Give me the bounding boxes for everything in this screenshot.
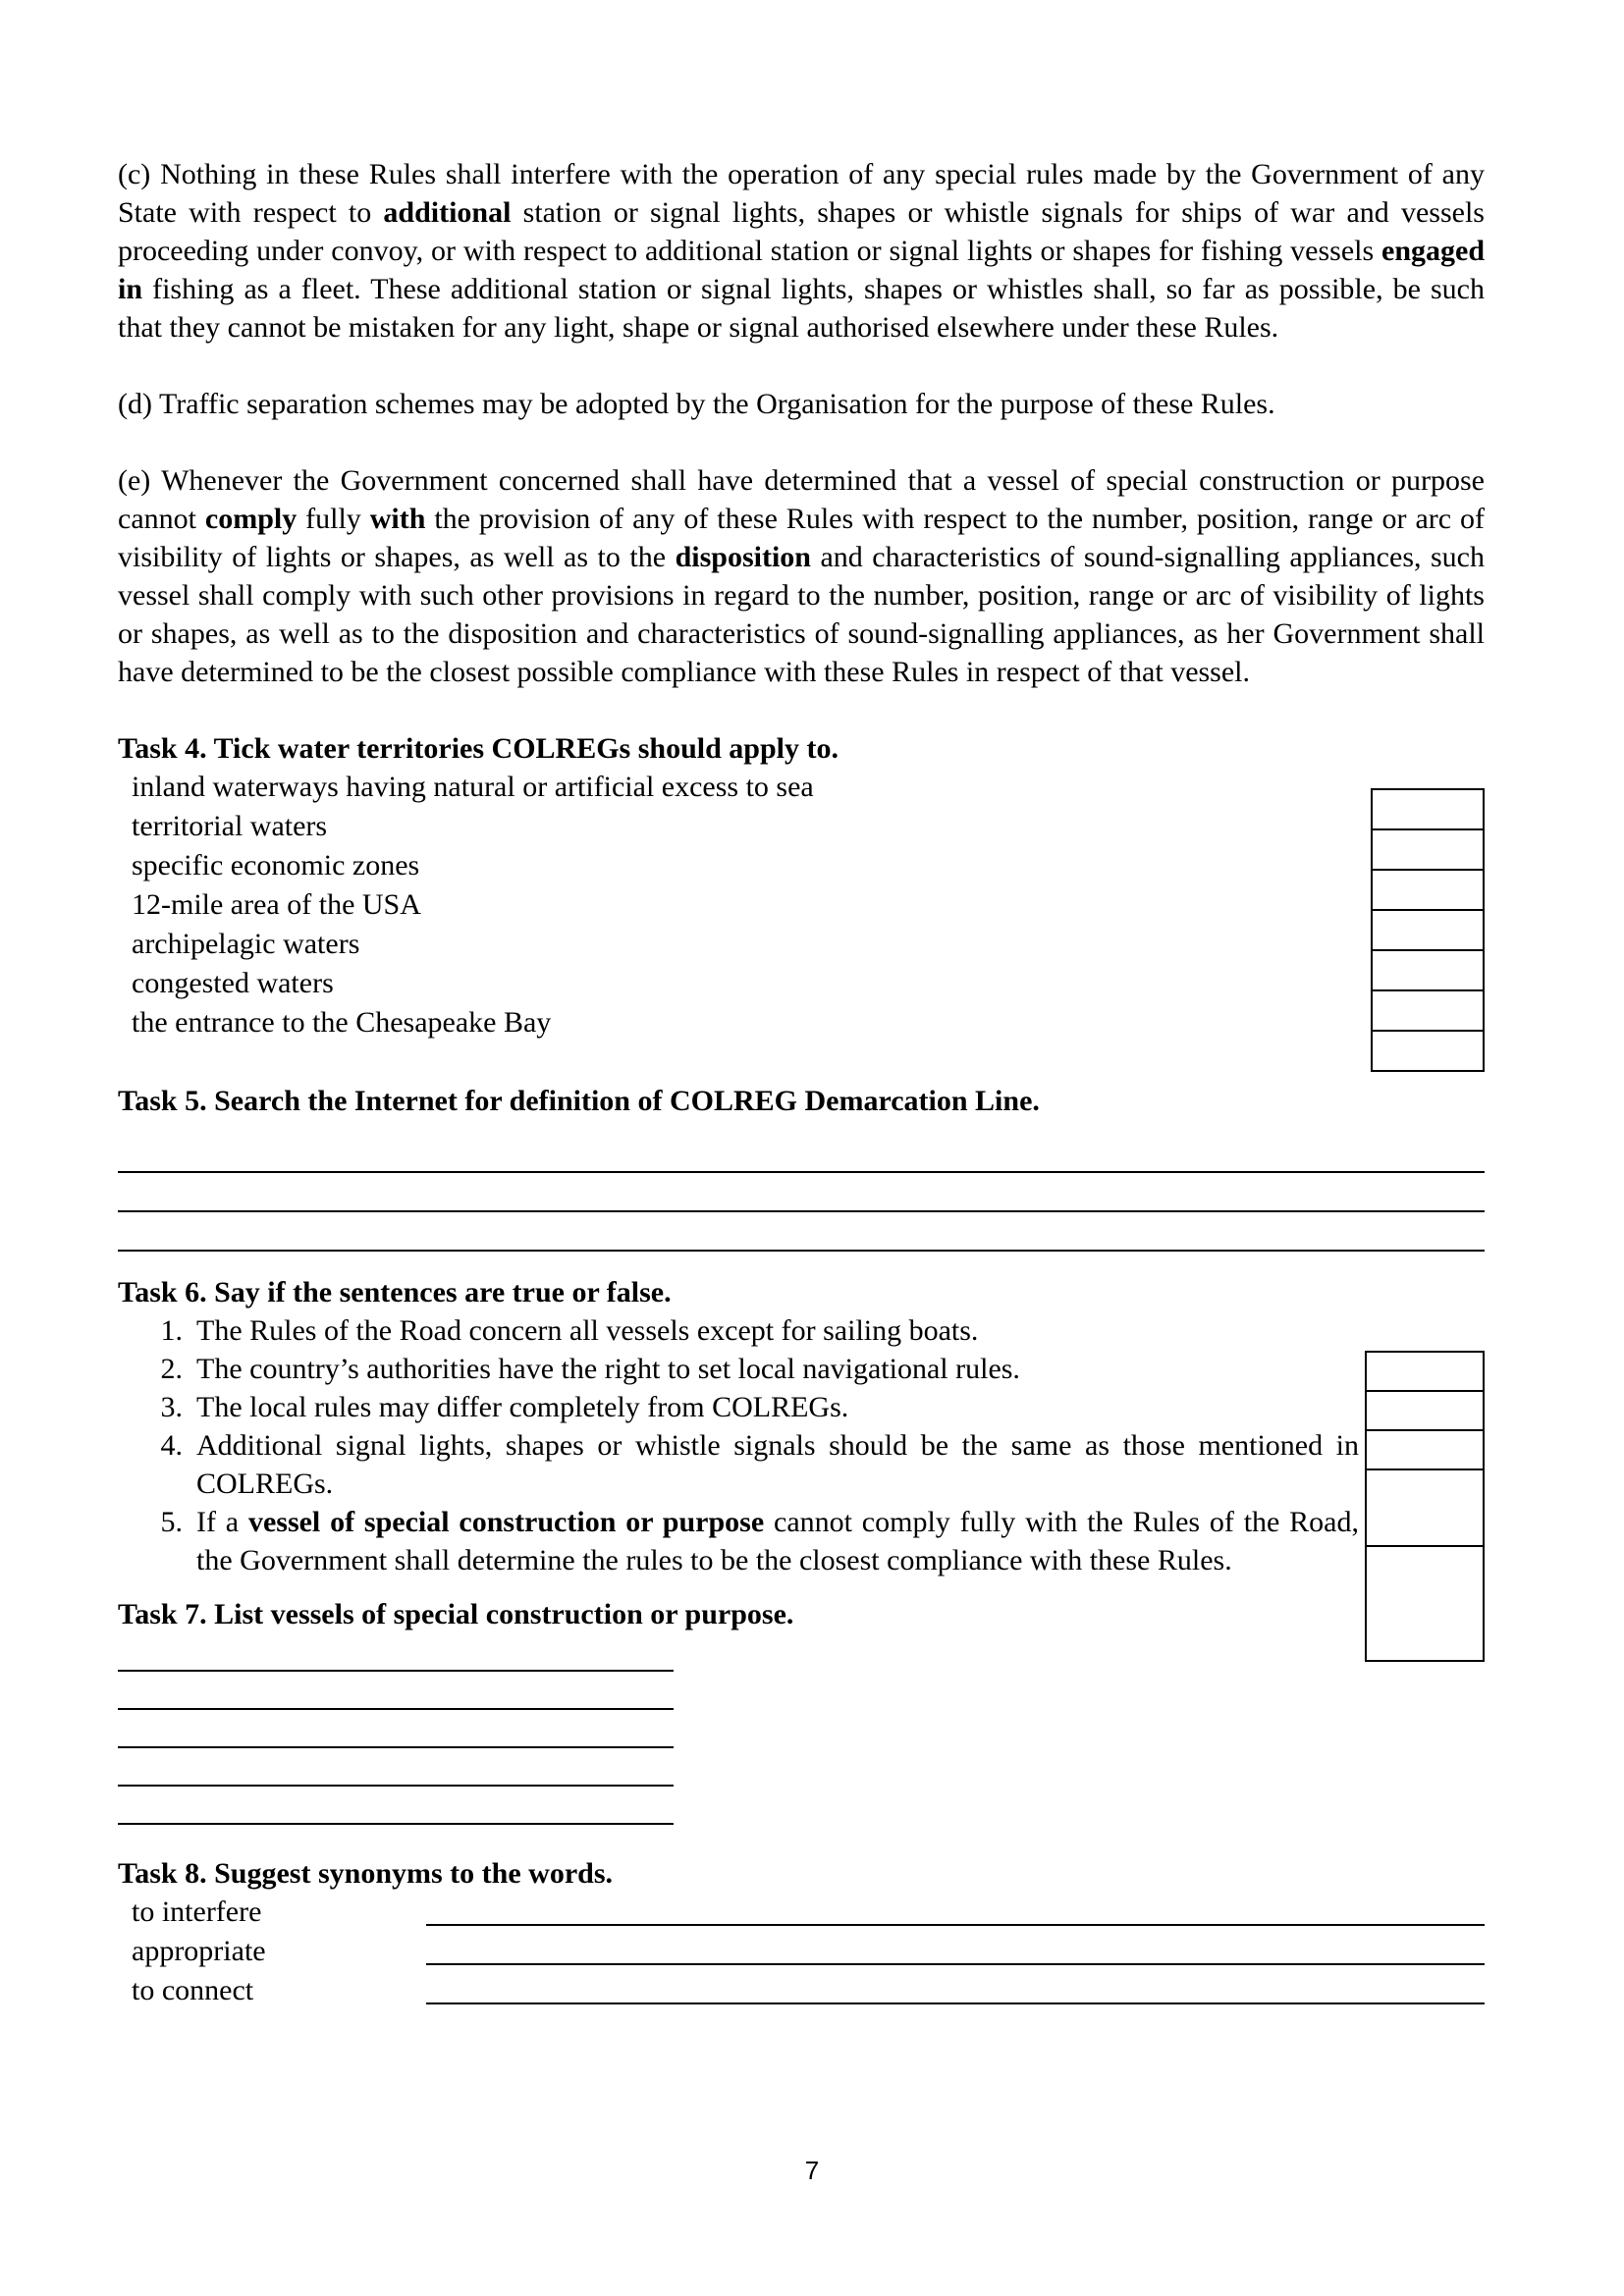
bold-term: vessel of special construction or purpose — [247, 1506, 765, 1538]
answer-line[interactable] — [426, 1893, 1485, 1926]
answer-line[interactable] — [118, 1212, 1485, 1252]
text-run: The country’s authorities have the right to set local navigational rules. — [196, 1353, 1020, 1385]
synonym-word: appropriate — [132, 1935, 266, 1967]
task4-item: congested waters — [132, 967, 334, 999]
tick-box[interactable] — [1373, 790, 1483, 830]
task5-heading: Task 5. Search the Internet for definition of COLREG Demarcation Line. — [118, 1085, 1040, 1117]
task6-true-false — [118, 1311, 1485, 1579]
item-number: 5. — [160, 1506, 183, 1538]
tf-box[interactable] — [1367, 1470, 1483, 1547]
task4-items — [118, 768, 1485, 1042]
synonym-row — [118, 1893, 1485, 1932]
document-page — [118, 155, 1485, 2010]
item-number: 4. — [160, 1429, 183, 1462]
bold-term: disposition — [675, 541, 811, 573]
answer-line[interactable] — [118, 1748, 674, 1787]
item-text — [196, 1503, 1359, 1579]
task6-answer-column — [1365, 1351, 1485, 1662]
text-run: The local rules may differ completely from COLREGs. — [196, 1391, 849, 1423]
answer-line[interactable] — [118, 1710, 674, 1748]
tick-box[interactable] — [1373, 991, 1483, 1032]
item-number: 1. — [160, 1314, 183, 1347]
paragraph-e — [118, 461, 1485, 691]
tf-box[interactable] — [1367, 1353, 1483, 1392]
item-text — [196, 1388, 1359, 1426]
text-run: The Rules of the Road concern all vessels except for sailing boats. — [196, 1314, 979, 1347]
task8-heading: Task 8. Suggest synonyms to the words. — [118, 1857, 613, 1890]
text-run: (e) Whenever the Government concerned shall have determined that a vessel of special construction or purpose cannot — [118, 464, 1485, 535]
task8-synonyms — [118, 1893, 1485, 2010]
tick-box[interactable] — [1373, 830, 1483, 871]
bold-term: additional — [383, 196, 512, 229]
answer-line[interactable] — [118, 1633, 674, 1672]
task6-item — [118, 1311, 1359, 1350]
bold-term: with — [369, 503, 426, 535]
item-text — [196, 1311, 1359, 1350]
tf-box[interactable] — [1367, 1392, 1483, 1431]
task6-heading: Task 6. Say if the sentences are true or false. — [118, 1276, 672, 1308]
task6-item — [118, 1503, 1359, 1579]
text-run: Additional signal lights, shapes or whistle signals should be the same as those mentioned in COLREGs. — [196, 1429, 1359, 1500]
bold-term: comply — [204, 503, 298, 535]
item-text — [196, 1350, 1359, 1388]
text-run: fishing as a fleet. These additional station or signal lights, shapes or whistles shall, so far as possible, be such that they cannot be mistaken for any light, shape or signal authorised elsewhere under these Rules. — [118, 273, 1485, 344]
text-run: station or signal lights, shapes or whistle signals for ships of war and vessels proceeding under convoy, or with respect to additional station or signal lights or shapes for fishing vessels — [118, 196, 1485, 267]
answer-line[interactable] — [426, 1932, 1485, 1965]
paragraph-c — [118, 155, 1485, 347]
synonym-row — [118, 1971, 1485, 2010]
synonym-word: to connect — [132, 1974, 254, 2006]
item-number: 3. — [160, 1391, 183, 1423]
answer-line[interactable] — [426, 1971, 1485, 2004]
task7-answer-lines — [118, 1633, 674, 1825]
tick-box[interactable] — [1373, 871, 1483, 911]
task6-item — [118, 1426, 1359, 1503]
tick-box[interactable] — [1373, 1032, 1483, 1072]
text-run: If a — [196, 1506, 248, 1538]
text-run: fully — [297, 503, 370, 535]
task4-checkbox-column — [1371, 788, 1485, 1072]
text-run: (c) Nothing in these Rules shall interfere with the operation of any special rules made by the Government of any State with respect to — [118, 158, 1485, 229]
tick-box[interactable] — [1373, 911, 1483, 951]
task4-item: archipelagic waters — [132, 928, 360, 960]
task4-item: 12-mile area of the USA — [132, 888, 421, 921]
task6-list — [118, 1311, 1359, 1579]
answer-line[interactable] — [118, 1672, 674, 1710]
synonym-word: to interfere — [132, 1896, 262, 1928]
text-run: the provision of any of these Rules with respect to the number, position, range or arc of visibility of lights or shapes, as well as to the — [118, 503, 1485, 573]
tf-box[interactable] — [1367, 1431, 1483, 1470]
item-text — [196, 1426, 1359, 1503]
answer-line[interactable] — [118, 1134, 1485, 1173]
text-run: (d) Traffic separation schemes may be adopted by the Organisation for the purpose of these Rules. — [118, 388, 1275, 420]
answer-line[interactable] — [118, 1787, 674, 1825]
tf-box[interactable] — [1367, 1547, 1483, 1662]
task4-item: inland waterways having natural or artificial excess to sea — [132, 771, 814, 803]
synonym-row — [118, 1932, 1485, 1971]
task4-item: the entrance to the Chesapeake Bay — [132, 1006, 552, 1039]
page-number: 7 — [804, 2156, 820, 2185]
answer-line[interactable] — [118, 1173, 1485, 1212]
task5-answer-lines — [118, 1134, 1485, 1252]
bold-term: engaged in — [118, 235, 1485, 305]
paragraph-d — [118, 385, 1485, 423]
task7-heading: Task 7. List vessels of special construction or purpose. — [118, 1598, 794, 1630]
text-run: and characteristics of sound-signalling appliances, such vessel shall comply with such other provisions in regard to the number, position, range or arc of visibility of lights or shapes, as well as to the disposition and characteristics of sound-signalling appliances, as her Government shall have determined to be the closest possible compliance with these Rules in respect of that vessel. — [118, 541, 1485, 688]
task6-item — [118, 1388, 1359, 1426]
tick-box[interactable] — [1373, 951, 1483, 991]
task4-tick-list — [118, 768, 1485, 1064]
task4-heading: Task 4. Tick water territories COLREGs should apply to. — [118, 732, 839, 765]
task4-item: specific economic zones — [132, 849, 420, 881]
item-number: 2. — [160, 1353, 183, 1385]
task4-item: territorial waters — [132, 810, 328, 842]
task6-item — [118, 1350, 1359, 1388]
text-run: cannot comply fully with the Rules of the Road, the Government shall determine the rules to be the closest compliance with these Rules. — [196, 1506, 1359, 1576]
